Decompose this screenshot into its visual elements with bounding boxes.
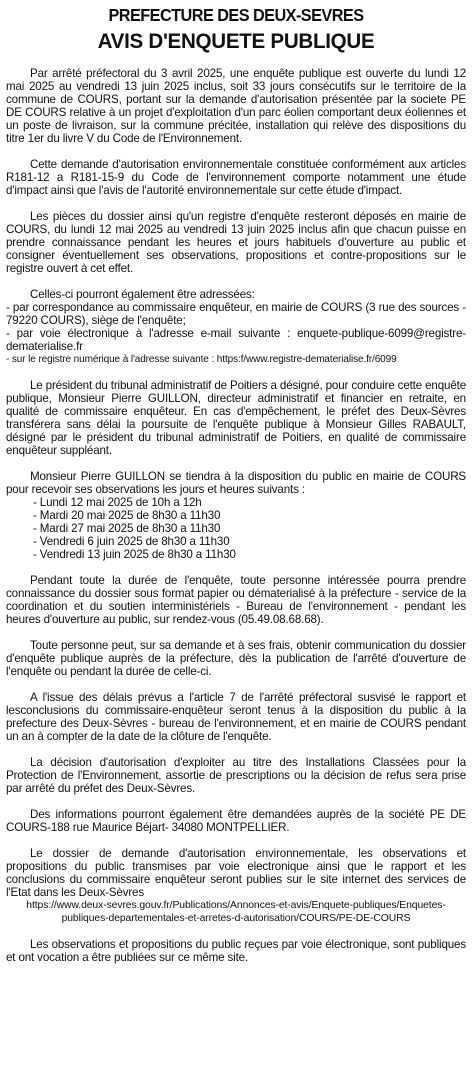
paragraph-commissioner: Le président du tribunal administratif de Poitiers a désigné, pour conduire cette enquête publique, Monsieur Pierre GUILLON, directeur administratif et financier en retraite, en qualité de commissaire enquêteur. En cas d'empêchement, le préfet des Deux-Sèvres transférera sans délai la poursuite de l'enquête publique à Monsieur Gilles RABAULT, désigné par le président du tribunal administratif de Poitiers, en qualité de commissaire enquêteur suppléant. xyxy=(6,379,466,457)
paragraph-permanences: Monsieur Pierre GUILLON se tiendra à la disposition du public en mairie de COURS pour recevoir ses observations les jours et heures suivants : xyxy=(6,470,466,496)
notice-body xyxy=(6,67,466,964)
paragraph-communication: Toute personne peut, sur sa demande et à ses frais, obtenir communication du dossier d'enquête publique auprès de la préfecture, dès la publication de l'arrêté d'ouverture de l'enquête ou pendant la durée de celle-ci. xyxy=(6,639,466,678)
schedule-item: - Vendredi 13 juin 2025 de 8h30 a 11h30 xyxy=(33,548,236,561)
schedule-item: - Mardi 20 mai 2025 de 8h30 a 11h30 xyxy=(33,509,221,522)
paragraph-decision: La décision d'autorisation d'exploiter au titre des Installations Classées pour la Protection de l'Environnement, assortie de prescriptions ou la décision de refus sera prise par arrêté du préfet des Deux-Sèvres. xyxy=(6,756,466,795)
notice-title: AVIS D'ENQUETE PUBLIQUE xyxy=(97,30,375,53)
prefecture-title: PREFECTURE DES DEUX-SEVRES xyxy=(108,5,364,25)
paragraph-order: Par arrêté préfectoral du 3 avril 2025, une enquête publique est ouverte du lundi 12 mai 2025 au vendredi 13 juin 2025 inclus, soit 33 jours consécutifs sur le territoire de la commune de COURS, portant sur la demande d'autorisation présentée par la societe PE DE COURS relative à un projet d'exploitation d'un parc éolien comportant deux éoliennes et un poste de livraison, sur la commune précitée, installation qui relève des dispositions du titre 1er du livre V du Code de l'Environnement. xyxy=(6,67,466,145)
paragraph-observations: Les observations et propositions du public reçues par voie électronique, sont publiques et ont vocation a être publiées sur ce même site. xyxy=(6,938,466,964)
submission-mail: - par correspondance au commissaire enquêteur, en mairie de COURS (3 rue des sources - 79220 COURS), siège de l'enquête; xyxy=(6,301,466,327)
publication-url: https://www.deux-sevres.gouv.fr/Publications/Annonces-et-avis/Enquete-publiques/Enquetes-publiques-departementales-et-arretes-d-autorisation/COURS/PE-DE-COURS xyxy=(26,900,446,924)
submission-online-register: - sur le registre numérique à l'adresse suivante : https:f/www.registre-dematerialise.fr/6099 xyxy=(6,354,397,365)
paragraph-report: A l'issue des délais prévus a l'article 7 de l'arrêté préfectoral susvisé le rapport et lesconclusions du commissaire-enquêteur seront tenus à la disposition du public à la prefecture des Deux-Sèvres - bureau de l'environnement, et en mairie de COURS pendant un an à compter de la date de la clôture de l'enquête. xyxy=(6,691,466,743)
schedule-item: - Vendredi 6 juin 2025 de 8h30 a 11h30 xyxy=(33,535,230,548)
paragraph-information: Des informations pourront également être demandées auprès de la société PE DE COURS-188 rue Maurice Béjart- 34080 MONTPELLIER. xyxy=(6,808,466,834)
permanence-schedule xyxy=(6,496,466,561)
schedule-item: - Lundi 12 mai 2025 de 10h a 12h xyxy=(33,496,202,509)
paragraph-request: Cette demande d'autorisation environnementale constituée conformément aux articles R181-12 a R181-15-9 du Code de l'environnement comporte notamment une étude d'impact ainsi que l'avis de l'autorité environnementale sur cette étude d'impact. xyxy=(6,158,466,197)
paragraph-dossier: Les pièces du dossier ainsi qu'un registre d'enquête resteront déposés en mairie de COURS, du lundi 12 mai 2025 au vendredi 13 juin 2025 inclus afin que chacun puisse en prendre connaissance pendant les heures et jours habituels d'ouverture au public et consigner éventuellement ses observations, propositions et contre-propositions sur le registre ouvert à cet effet. xyxy=(6,210,466,275)
paragraph-publication: Le dossier de demande d'autorisation environnementale, les observations et propositions du public transmises par voie electronique ainsi que le rapport et les conclusions du commissaire enquêteur seront publies sur le site internet des services de l'Etat dans les Deux-Sèvres xyxy=(6,847,466,899)
paragraph-consultation: Pendant toute la durée de l'enquête, toute personne intéressée pourra prendre connaissance du dossier sous format papier ou dématerialisé à la préfecture - service de la coordination et du soutien interministériels - Bureau de l'environnement - pendant les heures d'ouverture au public, sur rendez-vous (05.49.08.68.68). xyxy=(6,574,466,626)
paragraph-submissions-intro: Celles-ci pourront également être adressées: xyxy=(30,288,255,301)
submission-email: - par voie électronique à l'adresse e-mail suivante : enquete-publique-6099@registre-dematerialise.fr xyxy=(6,327,466,353)
schedule-item: - Mardi 27 mai 2025 de 8h30 a 11h30 xyxy=(33,522,221,535)
